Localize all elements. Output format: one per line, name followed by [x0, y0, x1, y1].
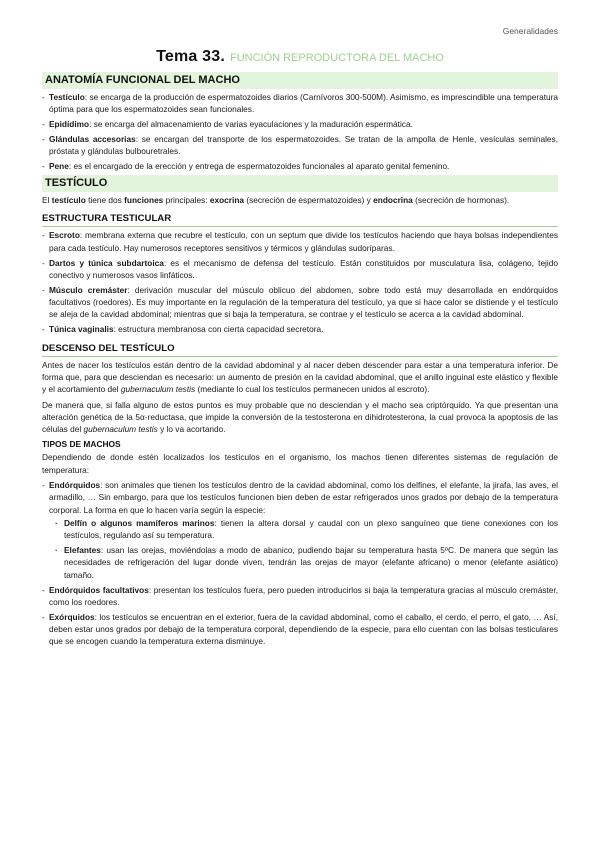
- text-run: principales:: [163, 195, 210, 206]
- item-text: : se encargan del transporte de los espermatozoides. Se tratan de la ampolla de Henle, vesículas seminales, próstata y glándulas bulbouretrales.: [49, 134, 559, 157]
- item-text: : se encarga de la producción de espermatozoides diarios (Carnívoros 300-500M). Asimismo, es imprescindible una temperatura óptima para que los espermatozoides sean funcionales.: [49, 92, 558, 115]
- item-text: : es el mecanismo de defensa del testículo. Están constituidos por musculatura lisa, colágeno, tejido conectivo y numerosos vasos linfáticos.: [49, 257, 558, 280]
- bold-run: funciones: [124, 195, 164, 206]
- descenso-paragraph-1: [42, 359, 558, 396]
- running-header: Generalidades: [502, 26, 558, 36]
- estructura-list: [42, 229, 558, 335]
- list-item: [42, 133, 558, 158]
- list-item: [42, 118, 558, 130]
- item-term: Pene: [49, 161, 69, 172]
- text-run: y lo va acortando.: [157, 424, 226, 435]
- item-term: Elefantes: [64, 545, 101, 556]
- subsection-heading-descenso: DESCENSO DEL TESTÍCULO: [42, 341, 558, 357]
- item-term: Escroto: [49, 230, 80, 241]
- italic-run: gubernaculum testis: [120, 384, 196, 395]
- italic-run: gubernaculum testis: [83, 424, 158, 435]
- text-run: El: [42, 195, 52, 206]
- list-item: [42, 91, 558, 116]
- title-main: Tema 33.: [156, 48, 225, 65]
- page-title: [0, 47, 600, 68]
- item-text: : derivación muscular del músculo oblicuo del abdomen, sobre todo está muy desarrollada en endórquidos facultativos (roedores). Es muy importante en la regulación de la temperatura del testículo, ya que si hace calor se distiende y el testículo se aleja de la cavidad abdominal; mientras que si baja la temperatura, se contrae y el testículo se acerca a la cavidad abdominal.: [49, 284, 559, 320]
- heading-tipos-de-machos: TIPOS DE MACHOS: [42, 439, 121, 450]
- item-text: : membrana externa que recubre el testículo, con un septum que divide los testículos haciendo que haya bolsas independientes para cada testículo. Hay numerosos receptores sensitivos y térmicos y glándulas sudoríparas.: [49, 230, 558, 253]
- list-item: [42, 284, 558, 321]
- sublist-item: [49, 544, 558, 581]
- list-item: [42, 479, 558, 581]
- bold-run: exocrina: [209, 195, 245, 206]
- text-run: (secreción de espermatozoides) y: [244, 195, 374, 206]
- item-term: Delfín o algunos mamíferos marinos: [64, 517, 215, 528]
- section-heading-anatomia: ANATOMÍA FUNCIONAL DEL MACHO: [42, 72, 558, 89]
- tipos-list: [42, 479, 558, 648]
- section-heading-testiculo: TESTÍCULO: [42, 175, 558, 192]
- list-item: [42, 160, 558, 172]
- item-text: : estructura membranosa con cierta capacidad secretora.: [113, 324, 324, 335]
- text-run: (secreción de hormonas).: [412, 195, 510, 206]
- list-item: [42, 611, 558, 648]
- endorquidos-sublist: [49, 517, 558, 581]
- list-item: [42, 323, 558, 335]
- item-text: : los testículos se encuentran en el exterior, fuera de la cavidad abdominal, como el caballo, el cerdo, el perro, el gato, … Así, deben estar unos grados por debajo de la temperatura corporal, dependiendo de la especie, para ello cuentan con las bolsas testiculares que se encogen cuando la temperatura externa disminuye.: [49, 611, 558, 647]
- list-item: [42, 229, 558, 254]
- item-term: Endórquidos facultativos: [49, 584, 149, 595]
- text-run: Antes de nacer los testículos están dentro de la cavidad abdominal y al nacer deben descender para estar a una temperatura inferior. De forma que, para que desciendan es necesario: un aumento de presión en la cavidad abdominal, que el anillo inguinal este elástico y flexible y el acortamiento del: [42, 359, 558, 395]
- tipos-intro: Dependiendo de donde estén localizados los testículos en el organismo, los machos tienen diferentes sistemas de regulación de temperatura:: [42, 452, 558, 475]
- list-item: [42, 257, 558, 282]
- item-text: : se encarga del almacenamiento de varias eyaculaciones y la maduración espermática.: [89, 119, 413, 130]
- item-text: : es el encargado de la erección y entrega de espermatozoides funcionales al aparato genital femenino.: [68, 161, 450, 172]
- item-term: Glándulas accesorias: [49, 134, 136, 145]
- document-body: [42, 70, 558, 650]
- item-term: Endórquidos: [49, 479, 101, 490]
- item-term: Testículo: [49, 92, 85, 102]
- text-run: tiene dos: [85, 195, 125, 206]
- bold-run: endocrina: [373, 195, 413, 206]
- text-run: De manera que, si falla alguno de estos puntos es muy probable que no desciendan y el macho sea criptórquido. Ya que presentan una alteración genética de la 5α-reductasa, que impide la conversión de la testosterona en dihidrotesterona, la cual provoca la apoptosis de las células del: [42, 399, 558, 435]
- item-text: : usan las orejas, moviéndolas a modo de abanico, pudiendo bajar su temperatura hasta 5ºC. De manera que según las necesidades de refrigeración del lugar donde viven, tendrán las orejas de mayor (elefante africano) o menor (elefante asiático) tamaño.: [64, 545, 558, 580]
- item-term: Dartos y túnica subdartoica: [49, 257, 164, 268]
- anatomia-list: [42, 91, 558, 173]
- item-term: Músculo cremáster: [49, 284, 128, 295]
- item-text: : son animales que tienen los testículos dentro de la cavidad abdominal, como los delfines, el elefante, la jirafa, las aves, el armadillo, … Sin embargo, para que los testículos funcionen bien deben de estar refrigerados unos grados por debajo de la temperatura corporal. La forma en que lo hacen varía según la especie:: [49, 479, 558, 515]
- sublist-item: [49, 517, 558, 542]
- item-term: Epidídimo: [49, 119, 90, 130]
- item-term: Exórquidos: [49, 611, 95, 622]
- subsection-heading-estructura: ESTRUCTURA TESTICULAR: [42, 211, 558, 227]
- item-text: : tienen la altera dorsal y caudal con un plexo sanguíneo que tiene conexiones con los testículos, regulando así su temperatura.: [64, 517, 558, 541]
- descenso-paragraph-2: [42, 399, 558, 436]
- list-item: [42, 584, 558, 609]
- testiculo-intro: [42, 194, 558, 206]
- text-run: (mediante lo cual los testículos permanecen unidos al escroto).: [195, 384, 430, 395]
- bold-run: testículo: [51, 195, 86, 206]
- item-term: Túnica vaginalis: [49, 324, 114, 335]
- item-text: : presentan los testículos fuera, pero pueden introducirlos si baja la temperatura gracias al músculo cremáster, como los roedores.: [49, 584, 558, 607]
- title-subtitle: FUNCIÓN REPRODUCTORA DEL MACHO: [229, 52, 444, 64]
